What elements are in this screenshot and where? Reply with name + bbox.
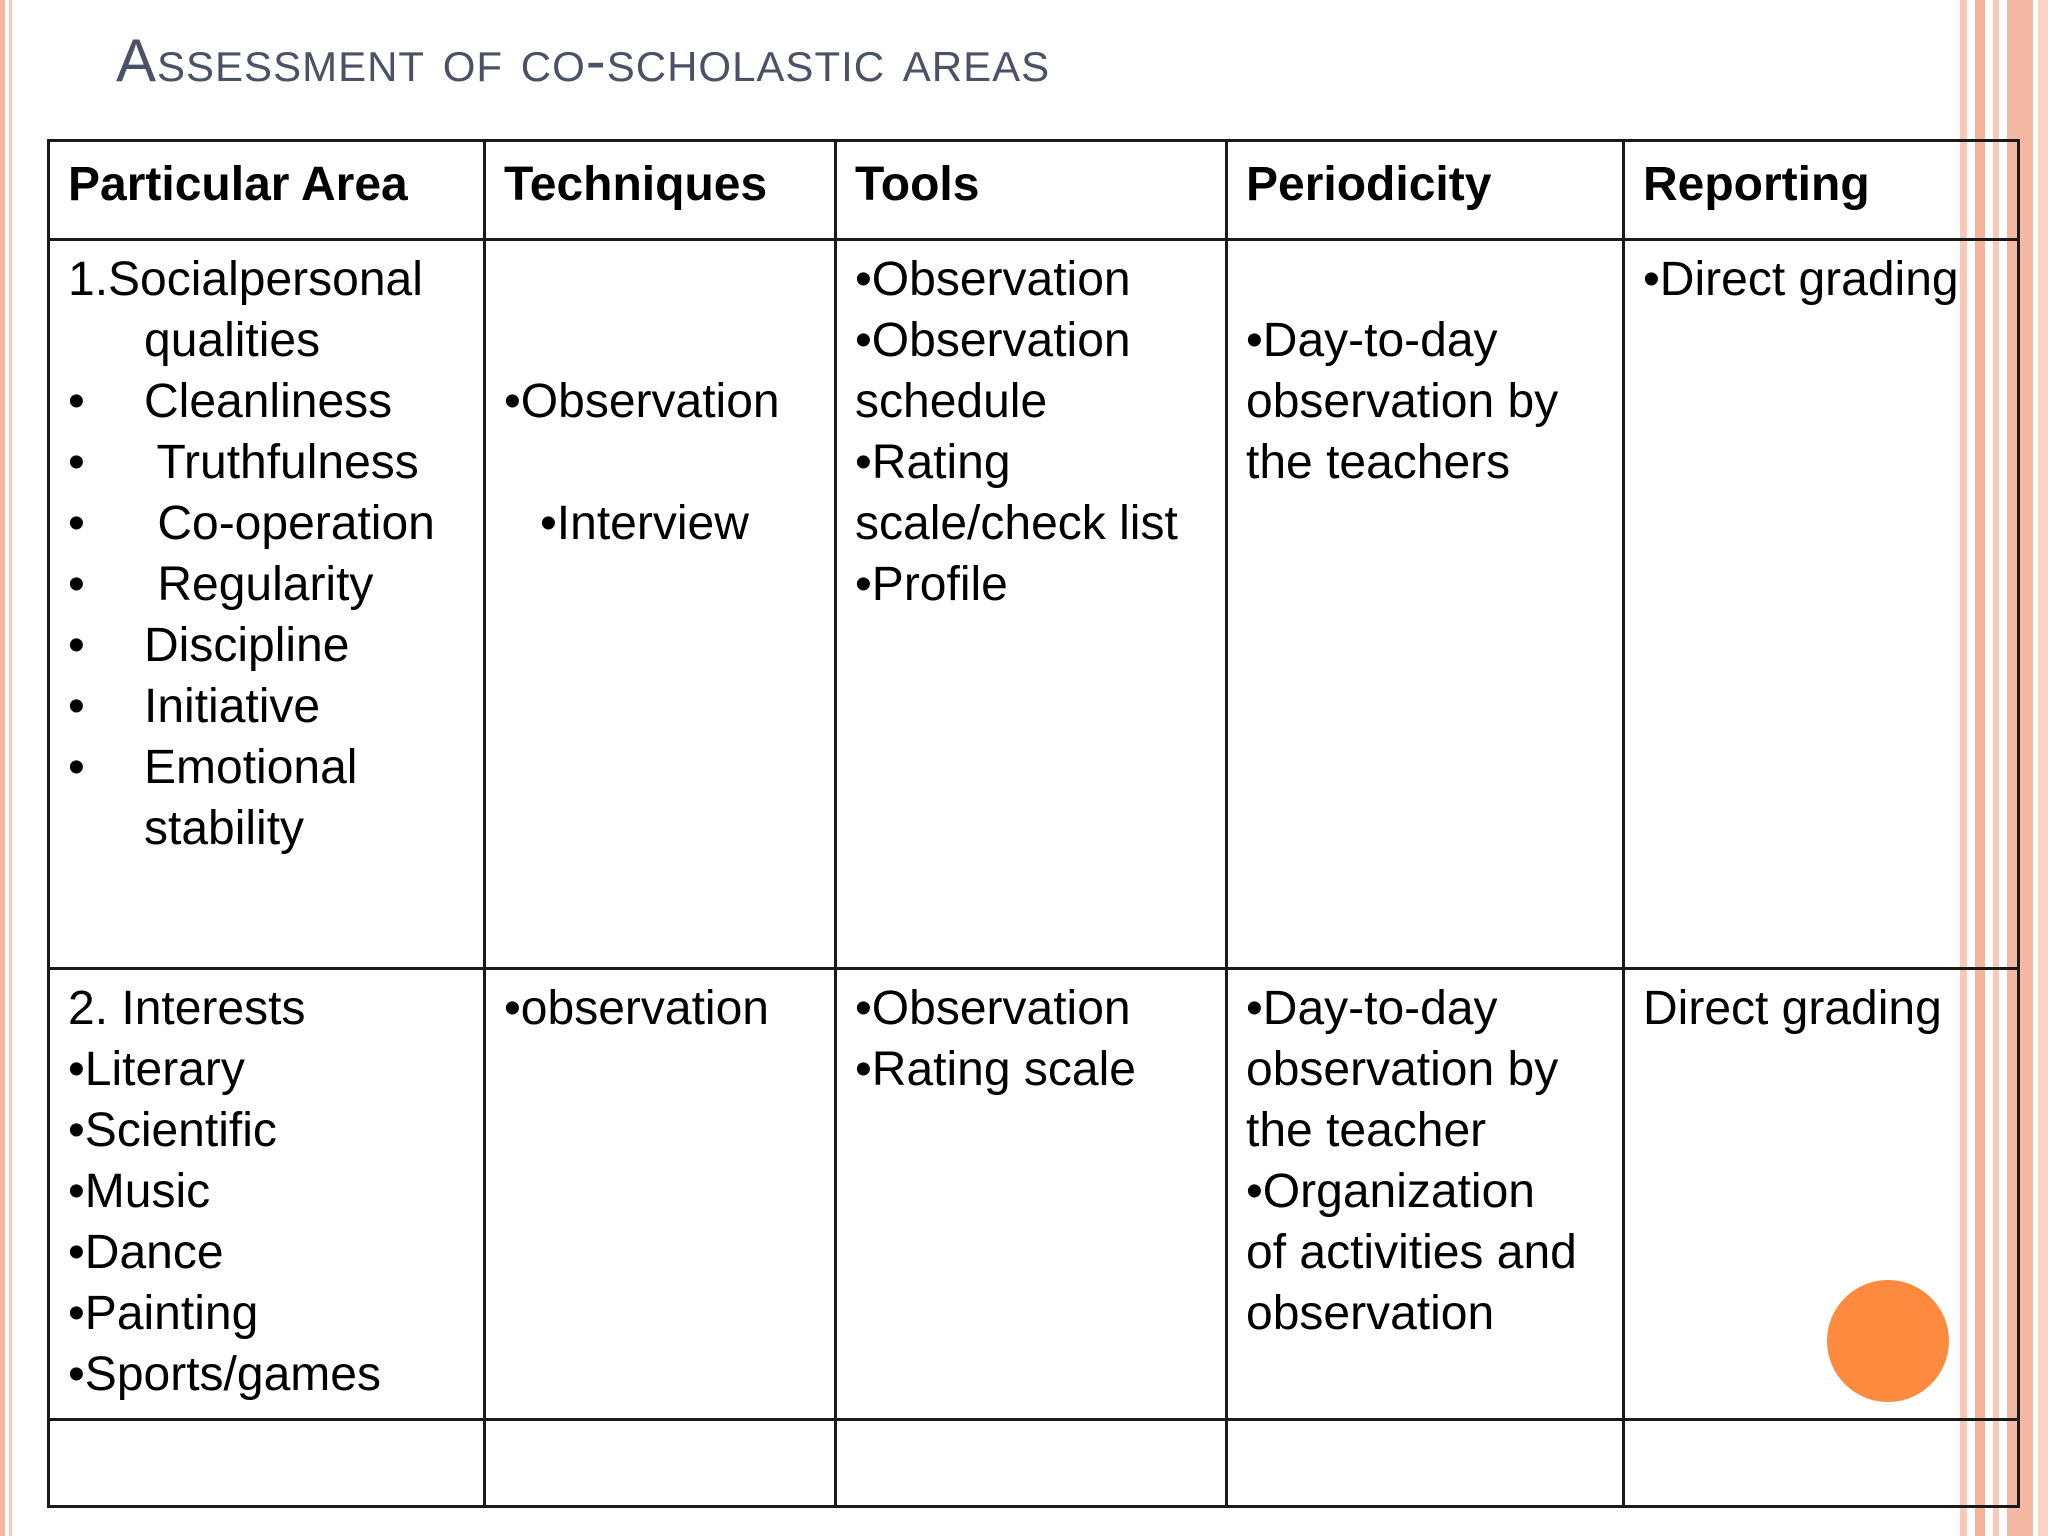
cell-periodicity-social (1227, 240, 1624, 969)
empty-cell (836, 1420, 1227, 1507)
area-heading-cont: qualities (144, 314, 321, 367)
cell-tools-social (836, 240, 1227, 969)
bullet-icon: • (68, 558, 85, 611)
cell-periodicity-interests (1227, 969, 1624, 1420)
list-item: • Truthfulness (68, 432, 465, 493)
cell-techniques-social (485, 240, 836, 969)
cell-tools-interests (836, 969, 1227, 1420)
slide-title: Assessment of co-scholastic areas (116, 27, 1051, 94)
area-heading: 1.Socialpersonal (68, 253, 423, 306)
periodicity-line: of activities and (1246, 1226, 1577, 1279)
empty-cell (1624, 1420, 2019, 1507)
list-item: • Cleanliness (68, 371, 465, 432)
empty-cell (1227, 1420, 1624, 1507)
header-periodicity: Periodicity (1227, 141, 1624, 240)
table-header-row (49, 141, 2019, 240)
list-item: •Music (68, 1165, 211, 1218)
tool-item: •Observation (855, 253, 1131, 306)
list-item: • Co-operation (68, 493, 465, 554)
periodicity-line: the teacher (1246, 1104, 1487, 1157)
cell-area-interests (49, 969, 485, 1420)
list-item-cont: stability (144, 802, 305, 855)
list-item: •Scientific (68, 1104, 277, 1157)
technique-item: •Observation (504, 375, 780, 428)
left-decor-stripe (0, 0, 5, 1536)
list-item: •Dance (68, 1226, 224, 1279)
periodicity-line: •Organization (1246, 1165, 1535, 1218)
reporting-item: •Direct grading (1643, 253, 1959, 306)
list-item: • Initiative (68, 676, 465, 737)
technique-item: •observation (504, 982, 769, 1035)
tool-item: •Rating scale (855, 1043, 1136, 1096)
periodicity-line: observation (1246, 1287, 1495, 1340)
periodicity-line: •Day-to-day (1246, 982, 1498, 1035)
quality-list (68, 371, 465, 859)
bullet-icon: • (68, 680, 85, 733)
list-item: •Literary (68, 1043, 245, 1096)
bullet-icon: • (68, 375, 85, 428)
cell-reporting-social (1624, 240, 2019, 969)
list-item: • Discipline (68, 615, 465, 676)
header-tools: Tools (836, 141, 1227, 240)
table-row (49, 969, 2019, 1420)
tool-item: •Observation (855, 982, 1131, 1035)
bullet-icon: • (68, 741, 85, 794)
area-heading: 2. Interests (68, 982, 306, 1035)
reporting-item: Direct grading (1643, 982, 1942, 1035)
list-item: •Painting (68, 1287, 259, 1340)
assessment-table (47, 139, 2020, 1508)
periodicity-line: observation by (1246, 375, 1559, 428)
cell-area-social (49, 240, 485, 969)
header-reporting: Reporting (1624, 141, 2019, 240)
table-row-empty (49, 1420, 2019, 1507)
list-item: • Regularity (68, 554, 465, 615)
list-item: •Sports/games (68, 1348, 381, 1401)
periodicity-line: the teachers (1246, 436, 1511, 489)
cell-reporting-interests (1624, 969, 2019, 1420)
technique-item: •Interview (540, 497, 749, 550)
table-row (49, 240, 2019, 969)
bullet-icon: • (68, 497, 85, 550)
periodicity-line: •Day-to-day (1246, 314, 1498, 367)
empty-cell (485, 1420, 836, 1507)
header-techniques: Techniques (485, 141, 836, 240)
bullet-icon: • (68, 436, 85, 489)
bullet-icon: • (68, 619, 85, 672)
tool-item: schedule (855, 375, 1048, 428)
periodicity-line: observation by (1246, 1043, 1559, 1096)
tool-item: scale/check list (855, 497, 1178, 550)
left-decor-stripe-thin (9, 0, 12, 1536)
right-decor-stripe-5 (2038, 0, 2048, 1536)
tool-item: •Profile (855, 558, 1008, 611)
cell-techniques-interests (485, 969, 836, 1420)
list-item: • Emotional (68, 737, 465, 798)
tool-item: •Observation (855, 314, 1131, 367)
header-particular-area: Particular Area (49, 141, 485, 240)
empty-cell (49, 1420, 485, 1507)
tool-item: •Rating (855, 436, 1011, 489)
orange-circle-decoration (1827, 1280, 1949, 1402)
